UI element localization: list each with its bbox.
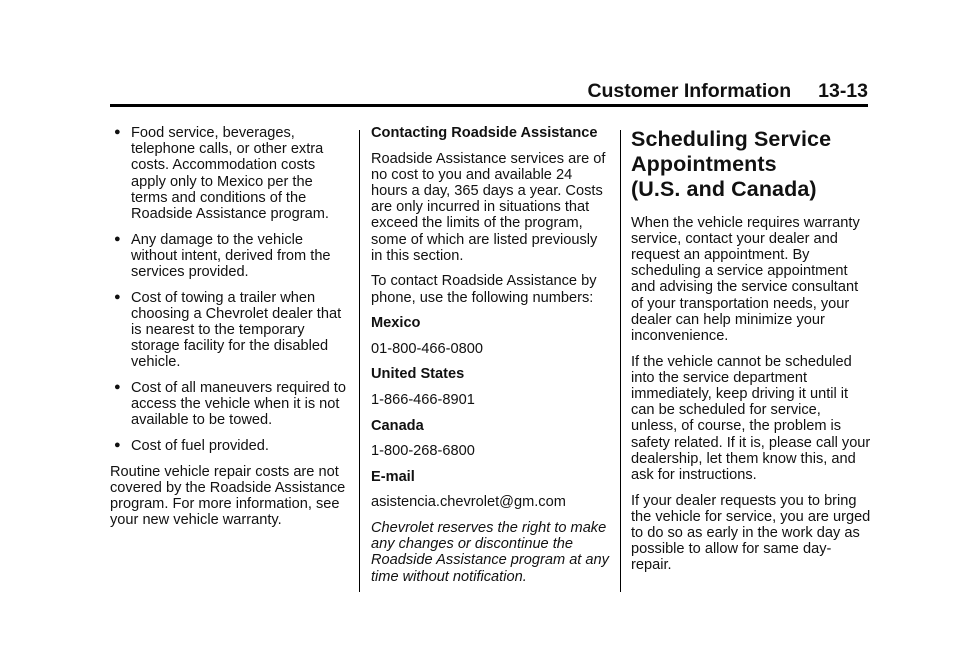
title-line-2: Appointments — [631, 152, 777, 177]
bullet-icon: ● — [114, 232, 121, 245]
section-title-header: Customer Information — [587, 80, 792, 102]
us-label: United States — [371, 366, 465, 383]
list-item-text: Cost of towing a trailer when choosing a Chevrolet dealer that is nearest to the temporary storage facility for the disabled vehicle. — [131, 289, 342, 371]
list-item — [110, 125, 348, 222]
list-item-text: Any damage to the vehicle without intent, derived from the services provided. — [131, 231, 331, 281]
mexico-phone: 01-800-466-0800 — [371, 340, 483, 357]
services-paragraph: Roadside Assistance services are of no cost to you and available 24 hours a day, 365 days a year. Costs are only incurred in situations that exceed the limits of the program, some of which are listed previously in this section. — [371, 150, 606, 264]
column-3 — [631, 125, 871, 583]
list-item — [110, 438, 348, 454]
page-number: 13-13 — [818, 80, 868, 102]
contacting-heading: Contacting Roadside Assistance — [371, 125, 598, 141]
list-item-text: Food service, beverages, telephone calls, or other extra costs. Accommodation costs apply only to Mexico per the terms and conditions of the Roadside Assistance program. — [131, 125, 329, 223]
bullet-icon: ● — [114, 439, 121, 452]
list-item — [110, 380, 348, 429]
disclaimer-paragraph: Chevrolet reserves the right to make any changes or discontinue the Roadside Assistance program at any time without notification. — [371, 519, 609, 585]
bring-vehicle-paragraph: If your dealer requests you to bring the vehicle for service, you are urged to do so as early in the work day as possible to allow for same day-repair. — [631, 492, 871, 574]
email-label: E-mail — [371, 468, 415, 485]
repair-costs-paragraph: Routine vehicle repair costs are not covered by the Roadside Assistance program. For more information, see your new vehicle warranty. — [110, 463, 346, 529]
title-line-1: Scheduling Service — [631, 127, 832, 151]
list-item-text: Cost of fuel provided. — [131, 438, 269, 455]
bullet-icon: ● — [114, 381, 121, 394]
mexico-label: Mexico — [371, 315, 421, 332]
us-phone: 1-866-466-8901 — [371, 391, 475, 408]
list-item — [110, 290, 348, 371]
contact-paragraph: To contact Roadside Assistance by phone, use the following numbers: — [371, 273, 597, 306]
email-address: asistencia.chevrolet@gm.com — [371, 494, 566, 511]
list-item — [110, 232, 348, 281]
canada-label: Canada — [371, 417, 424, 434]
warranty-service-paragraph: When the vehicle requires warranty service, contact your dealer and request an appointment. By scheduling a service appointment and advising the service consultant of your transportation needs, your dealer can help minimize your inconvenience. — [631, 214, 860, 345]
bullet-icon: ● — [114, 290, 121, 303]
bullet-icon: ● — [114, 126, 121, 138]
exclusions-list — [110, 125, 348, 454]
column-2 — [371, 125, 609, 594]
column-divider-1 — [359, 130, 360, 592]
scheduling-title — [631, 127, 871, 203]
header-text — [587, 80, 868, 102]
canada-phone: 1-800-268-6800 — [371, 443, 475, 460]
page-header — [110, 0, 868, 107]
title-line-3: (U.S. and Canada) — [631, 177, 817, 202]
list-item-text: Cost of all maneuvers required to access the vehicle when it is not available to be towed. — [131, 380, 346, 429]
keep-driving-paragraph: If the vehicle cannot be scheduled into the service department immediately, keep driving it until it can be scheduled for service, unless, of course, the problem is safety related. If it is, please call your dealership, let them know this, and ask for instructions. — [631, 353, 871, 484]
column-divider-2 — [620, 130, 621, 592]
column-1 — [110, 125, 348, 538]
